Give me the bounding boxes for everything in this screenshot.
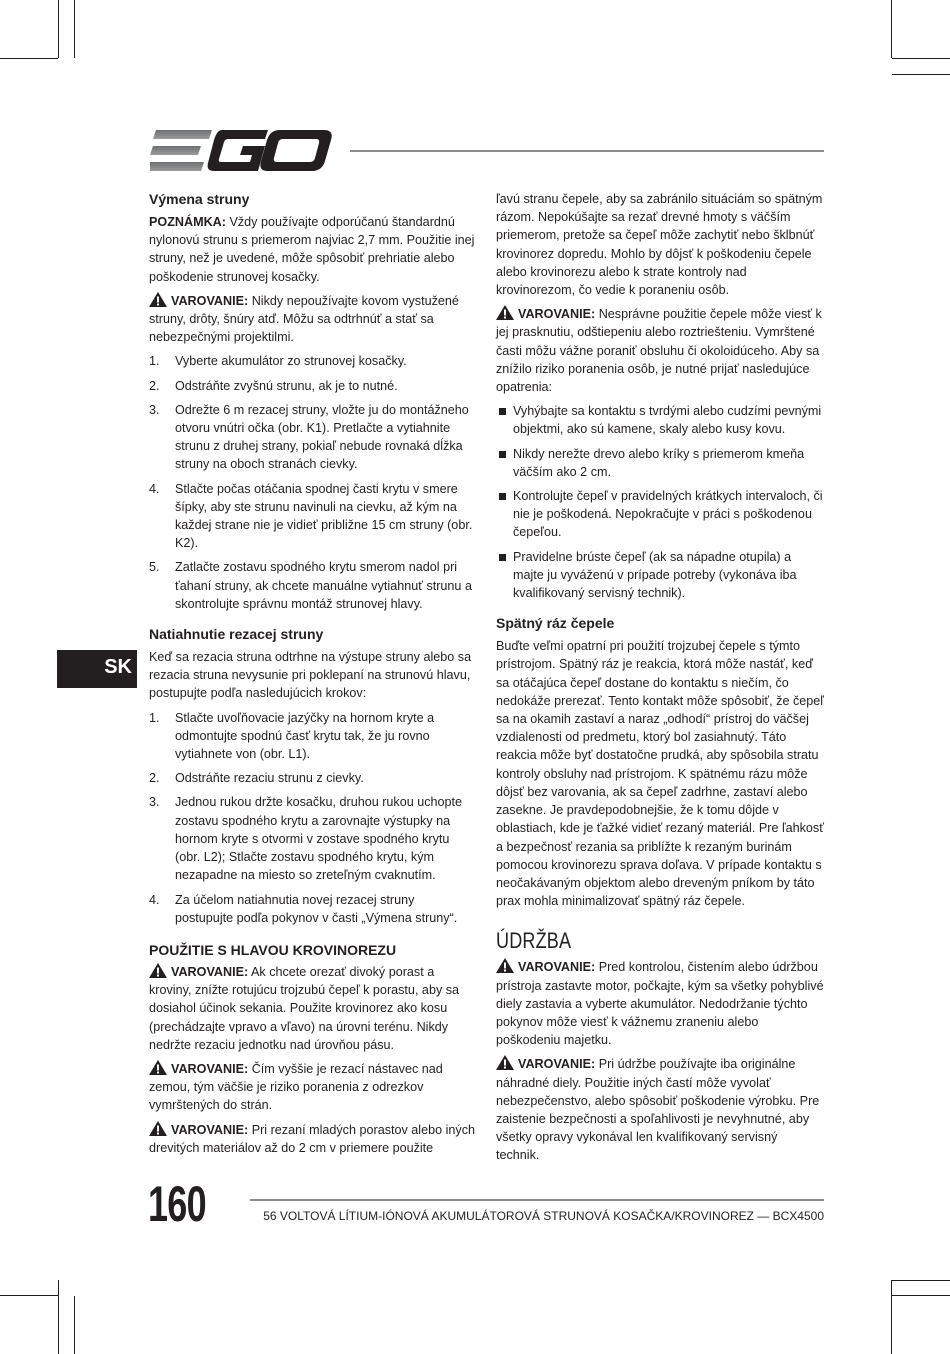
list-item	[149, 769, 475, 787]
step-text: Vyberte akumulátor zo strunovej kosačky.	[175, 354, 407, 369]
warning-text: Ak chcete orezať divoký porast a kroviny, znížte rotujúcu trojzubú čepeľ k porastu, aby sa dosiahol účinok sekania. Použite krovinorez ako kosu (prechádzajte vpravo a vľavo) na úrovni terénu. Nikdy nedržte rezaciu jednotku nad úrovňou pásu.	[149, 964, 460, 1052]
warning-paragraph	[496, 305, 824, 396]
bullet-text: Nikdy nerežte drevo alebo kríky s priemerom kmeňa väčším ako 2 cm.	[513, 446, 805, 479]
note-label: POZNÁMKA:	[149, 215, 226, 229]
list-item	[149, 558, 475, 613]
crop-mark	[891, 0, 892, 58]
warning-icon	[149, 1060, 167, 1075]
list-item	[496, 487, 824, 542]
step-text: Stlačte počas otáčania spodnej časti krytu v smere šípky, aby ste strunu navinuli na cievku, až kým na každej strane nie je vidieť približne 15 cm struny (obr. K2).	[175, 481, 473, 551]
bullet-text: Kontrolujte čepeľ v pravidelných krátkych intervaloch, či nie je poškodená. Nepokračujte v práci s poškodenou čepeľou.	[513, 489, 823, 540]
warning-paragraph	[149, 1060, 475, 1115]
note-paragraph	[149, 213, 475, 286]
step-number: 4.	[149, 481, 160, 496]
warning-icon	[496, 958, 514, 973]
page-number: 160	[148, 1176, 206, 1232]
warning-label: VAROVANIE:	[171, 293, 249, 308]
step-text: Jednou rukou držte kosačku, druhou rukou uchopte zostavu spodného krytu a zarovnajte výstupky na hornom kryte s otvormi v zostave spodného krytu (obr. L2); Stlačte zostavu spodného krytu, kým nezapadne na miesto so zreteľným cvaknutím.	[175, 795, 463, 883]
step-text: Odrežte 6 m rezacej struny, vložte ju do montážneho otvoru vnútri očka (obr. K1). Pretlačte a vytiahnite strunu z druhej strany, pokiaľ nebude rovnaká dĺžka struny na oboch stranách cievky.	[175, 402, 469, 472]
step-number: 1.	[149, 354, 160, 369]
bullet-text: Pravidelne brúste čepeľ (ak sa nápadne otupila) a majte ju vyváženú v prípade potreby (vykonáva iba kvalifikovaný servisný technik).	[513, 549, 797, 601]
list-item	[149, 793, 475, 884]
right-column	[496, 190, 824, 1171]
footer-rule	[250, 1199, 824, 1201]
warning-paragraph	[496, 1055, 824, 1164]
list-item	[496, 445, 824, 481]
warning-icon	[496, 305, 514, 320]
warning-paragraph	[149, 963, 475, 1054]
section-title-brush: POUŽITIE S HLAVOU KROVINOREZU	[149, 941, 397, 958]
warning-icon	[149, 1121, 167, 1136]
note-text: Vždy používajte odporúčanú štandardnú nylonovú strunu s priemerom najviac 2,7 mm. Použitie inej struny, než je uvedené, môže spôsobiť prehriatie alebo poškodenie strunovej kosačky.	[149, 215, 475, 284]
warning-text: Pred kontrolou, čistením alebo údržbou prístroja zastavte motor, počkajte, kým sa všetky pohyblivé diely zastavia a vyberte akumulátor. Nedodržanie týchto pokynov môže viesť k vážnemu zraneniu alebo poškodeniu majetku.	[496, 960, 824, 1048]
wind-intro: Keď sa rezacia struna odtrhne na výstupe struny alebo sa rezacia struna nevysunie pri poklepaní na strunovú hlavu, postupujte podľa nasledujúcich krokov:	[149, 650, 472, 701]
warning-text: Pri údržbe používajte iba originálne náhradné diely. Použitie iných častí môže vyvolať nebezpečenstvo, alebo spôsobiť poškodenie výrobku. Pre zaistenie bezpečnosti a spoľahlivosti je nevyhnutné, aby všetky opravy vykonával len kvalifikovaný servisný technik.	[496, 1057, 820, 1163]
warning-icon	[149, 963, 167, 978]
list-item	[149, 377, 475, 395]
warning-label: VAROVANIE:	[171, 964, 249, 979]
ego-logo	[150, 130, 332, 172]
header-rule	[350, 150, 824, 152]
bullet-text: Vyhýbajte sa kontaktu s tvrdými alebo cudzími pevnými objektmi, ako sú kamene, skaly alebo kusy kovu.	[513, 404, 822, 437]
crop-mark	[892, 1295, 950, 1296]
list-item	[149, 709, 475, 764]
warning-text: Pri rezaní mladých porastov alebo iných drevitých materiálov až do 2 cm v priemere použite	[149, 1122, 476, 1155]
warning-label: VAROVANIE:	[171, 1122, 249, 1137]
warning-paragraph	[149, 1121, 475, 1157]
warning-label: VAROVANIE:	[518, 960, 596, 975]
bullet-square-icon	[499, 408, 506, 415]
warning-icon	[496, 1055, 514, 1070]
step-number: 3.	[149, 402, 160, 417]
crop-mark	[891, 1280, 892, 1354]
language-label: SK	[104, 656, 132, 678]
warning-paragraph	[149, 292, 475, 347]
warning-icon	[149, 292, 167, 307]
step-number: 4.	[149, 892, 160, 907]
bullet-square-icon	[499, 554, 506, 561]
section-title-maintenance: ÚDRŽBA	[496, 928, 572, 954]
crop-mark	[58, 0, 59, 58]
crop-mark	[892, 58, 950, 59]
warning-label: VAROVANIE:	[518, 307, 596, 322]
step-number: 1.	[149, 710, 160, 725]
wind-steps-list	[149, 709, 475, 927]
warning-text: Nesprávne použitie čepele môže viesť k jej prasknutiu, odštiepeniu alebo roztriešteniu. Vymrštené časti môžu vážne poraniť obsluhu či okoloidúceho. Aby sa znížilo riziko poranenia osôb, je nutné prijať nasledujúce opatrenia:	[496, 307, 822, 395]
warning-label: VAROVANIE:	[171, 1061, 249, 1076]
step-number: 3.	[149, 795, 160, 810]
language-tab	[57, 650, 137, 688]
list-item	[149, 480, 475, 553]
list-item	[496, 402, 824, 438]
step-text: Zatlačte zostavu spodného krytu smerom nadol pri ťahaní struny, ak chcete manuálne vytiahnuť strunu a skontrolujte správnu montáž strunovej hlavy.	[175, 560, 472, 611]
list-item	[149, 352, 475, 370]
crop-mark	[892, 74, 950, 75]
left-column	[149, 190, 475, 1163]
crop-mark	[74, 0, 75, 58]
warning-text: Nikdy nepoužívajte kovom vystužené struny, drôty, šnúry atď. Môžu sa odtrhnúť a stať sa nebezpečnými projektilmi.	[149, 293, 459, 345]
bullet-square-icon	[499, 493, 506, 500]
crop-mark	[74, 1296, 75, 1354]
step-text: Odstráňte rezaciu strunu z cievky.	[175, 771, 364, 786]
step-number: 2.	[149, 378, 160, 393]
section-title-replace: Výmena struny	[149, 191, 250, 207]
footer-product-text: 56 VOLTOVÁ LÍTIUM-IÓNOVÁ AKUMULÁTOROVÁ STRUNOVÁ KOSAČKA/KROVINOREZ — BCX4500	[263, 1209, 824, 1223]
section-title-wind: Natiahnutie rezacej struny	[149, 626, 324, 643]
warning-text: Čím vyššie je rezací nástavec nad zemou, tým väčšie je riziko poranenia z odrezkov vymrštených do strán.	[149, 1061, 443, 1113]
crop-mark	[892, 1280, 950, 1281]
kickback-paragraph: Buďte veľmi opatrní pri použití trojzubej čepele s týmto prístrojom. Spätný ráz je reakcia, ktorá môže nastáť, keď sa otáčajúca čepeľ dostane do kontaktu s niečím, čo nedokáže prerezať. Tento kontakt môže spôsobiť, že čepeľ sa na okamih zastaví a naraz „odhodí“ prístroj do väčšej vzdialenosti od predmetu, ktorý bol zasiahnutý. Táto reakcia môže byť dostatočne prudká, aby spôsobila stratu kontroly obsluhy nad prístrojom. K spätnému rázu môže dôjsť bez varovania, ak sa čepeľ zadrhne, zastaví alebo zasekne. Je pravdepodobnejšie, že k tomu dôjde v oblastiach, kde je ťažké vidieť rezaný materiál. Pre ľahkosť a bezpečnosť rezania sa priblížte k rezaným burinám pomocou krovinorezu sprava doľava. V prípade kontaktu s neočakávaným objektom alebo dreveným pníkom by táto prax mohla minimalizovať spätný ráz čepele.	[496, 639, 824, 909]
list-item	[149, 891, 475, 927]
precautions-list	[496, 402, 824, 602]
replace-steps-list	[149, 352, 475, 613]
step-number: 5.	[149, 560, 160, 575]
section-title-kickback: Spätný ráz čepele	[496, 615, 615, 632]
step-text: Za účelom natiahnutia novej rezacej struny postupujte podľa pokynov v časti „Výmena struny“.	[175, 892, 458, 925]
warning-label: VAROVANIE:	[518, 1057, 596, 1072]
step-number: 2.	[149, 771, 160, 786]
step-text: Stlačte uvoľňovacie jazýčky na hornom kryte a odmontujte spodnú časť krytu tak, že ju rovno vytiahnete von (obr. L1).	[175, 710, 435, 762]
list-item	[496, 548, 824, 603]
crop-mark	[58, 1280, 59, 1354]
bullet-square-icon	[499, 451, 506, 458]
crop-mark	[0, 58, 58, 59]
list-item	[149, 401, 475, 474]
crop-mark	[0, 1295, 58, 1296]
warning-paragraph	[496, 958, 824, 1049]
step-text: Odstráňte zvyšnú strunu, ak je to nutné.	[175, 378, 398, 393]
continued-paragraph: ľavú stranu čepele, aby sa zabránilo situáciám so spätným rázom. Nepokúšajte sa rezať drevné hmoty s väčším priemerom, pretože sa čepeľ môže zachytiť nebo šklbnúť krovinorez dopredu. Mohlo by dôjsť k poškodeniu čepele alebo krovinorezu alebo k strate kontroly nad krovinorezom, čo vedie k poraneniu osôb.	[496, 192, 823, 298]
